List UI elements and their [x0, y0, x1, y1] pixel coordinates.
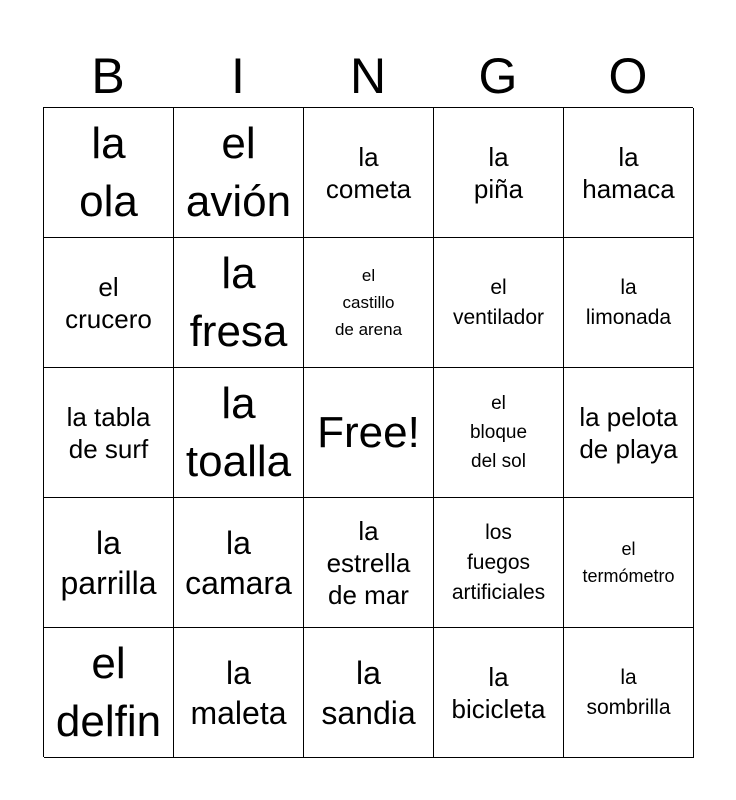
cell-text: la pelota de playa	[579, 401, 678, 464]
bingo-cell-5-3[interactable]	[304, 628, 434, 758]
cell-text: la cometa	[325, 141, 412, 204]
bingo-cell-5-1[interactable]	[44, 628, 174, 758]
bingo-cell-3-2[interactable]	[174, 368, 304, 498]
cell-text: la hamaca	[582, 141, 675, 204]
bingo-cell-3-5[interactable]	[564, 368, 694, 498]
bingo-cell-4-5[interactable]	[564, 498, 694, 628]
cell-text: el avión	[185, 118, 292, 226]
bingo-cell-1-2[interactable]	[174, 108, 304, 238]
bingo-cell-5-4[interactable]	[434, 628, 564, 758]
header-letter-g: G	[478, 48, 518, 104]
cell-text: el bloque del sol	[469, 393, 528, 472]
cell-text: la fresa	[189, 248, 288, 356]
bingo-cell-1-5[interactable]	[564, 108, 694, 238]
cell-text: el termómetro	[582, 538, 675, 586]
bingo-cell-4-4[interactable]	[434, 498, 564, 628]
cell-text: el ventilador	[452, 275, 545, 329]
header-letter-o: O	[608, 48, 648, 104]
cell-text: la tabla de surf	[66, 401, 151, 464]
bingo-cell-5-2[interactable]	[174, 628, 304, 758]
header-letter-i: I	[231, 48, 245, 104]
cell-text: la sombrilla	[586, 665, 671, 719]
bingo-cell-1-1[interactable]	[44, 108, 174, 238]
cell-text: la toalla	[185, 378, 292, 486]
cell-text: la limonada	[585, 275, 672, 329]
bingo-cell-4-1[interactable]	[44, 498, 174, 628]
cell-text: el castillo de arena	[334, 266, 403, 339]
bingo-cell-2-1[interactable]	[44, 238, 174, 368]
bingo-cell-1-4[interactable]	[434, 108, 564, 238]
bingo-cell-3-1[interactable]	[44, 368, 174, 498]
cell-text: la parrilla	[60, 524, 157, 601]
bingo-cell-3-4[interactable]	[434, 368, 564, 498]
cell-text: la estrella de mar	[326, 515, 411, 610]
bingo-cell-2-5[interactable]	[564, 238, 694, 368]
cell-text: la piña	[473, 141, 524, 204]
header-letter-n: N	[349, 48, 387, 104]
bingo-cell-4-2[interactable]	[174, 498, 304, 628]
bingo-cell-1-3[interactable]	[304, 108, 434, 238]
bingo-cell-3-3[interactable]	[304, 368, 434, 498]
bingo-cell-5-5[interactable]	[564, 628, 694, 758]
cell-text: la sandia	[321, 654, 416, 731]
bingo-cell-2-2[interactable]	[174, 238, 304, 368]
bingo-cell-2-3[interactable]	[304, 238, 434, 368]
cell-text: el delfin	[55, 638, 162, 746]
header-letter-b: B	[91, 48, 125, 104]
free-space: Free!	[317, 407, 420, 457]
cell-text: la maleta	[190, 654, 287, 731]
bingo-card	[43, 107, 693, 757]
cell-text: el crucero	[65, 271, 152, 334]
bingo-cell-2-4[interactable]	[434, 238, 564, 368]
cell-text: la ola	[79, 118, 138, 226]
cell-text: la bicicleta	[451, 661, 546, 724]
cell-text: los fuegos artificiales	[451, 520, 546, 604]
bingo-cell-4-3[interactable]	[304, 498, 434, 628]
bingo-header	[43, 46, 693, 106]
cell-text: la camara	[185, 524, 292, 601]
